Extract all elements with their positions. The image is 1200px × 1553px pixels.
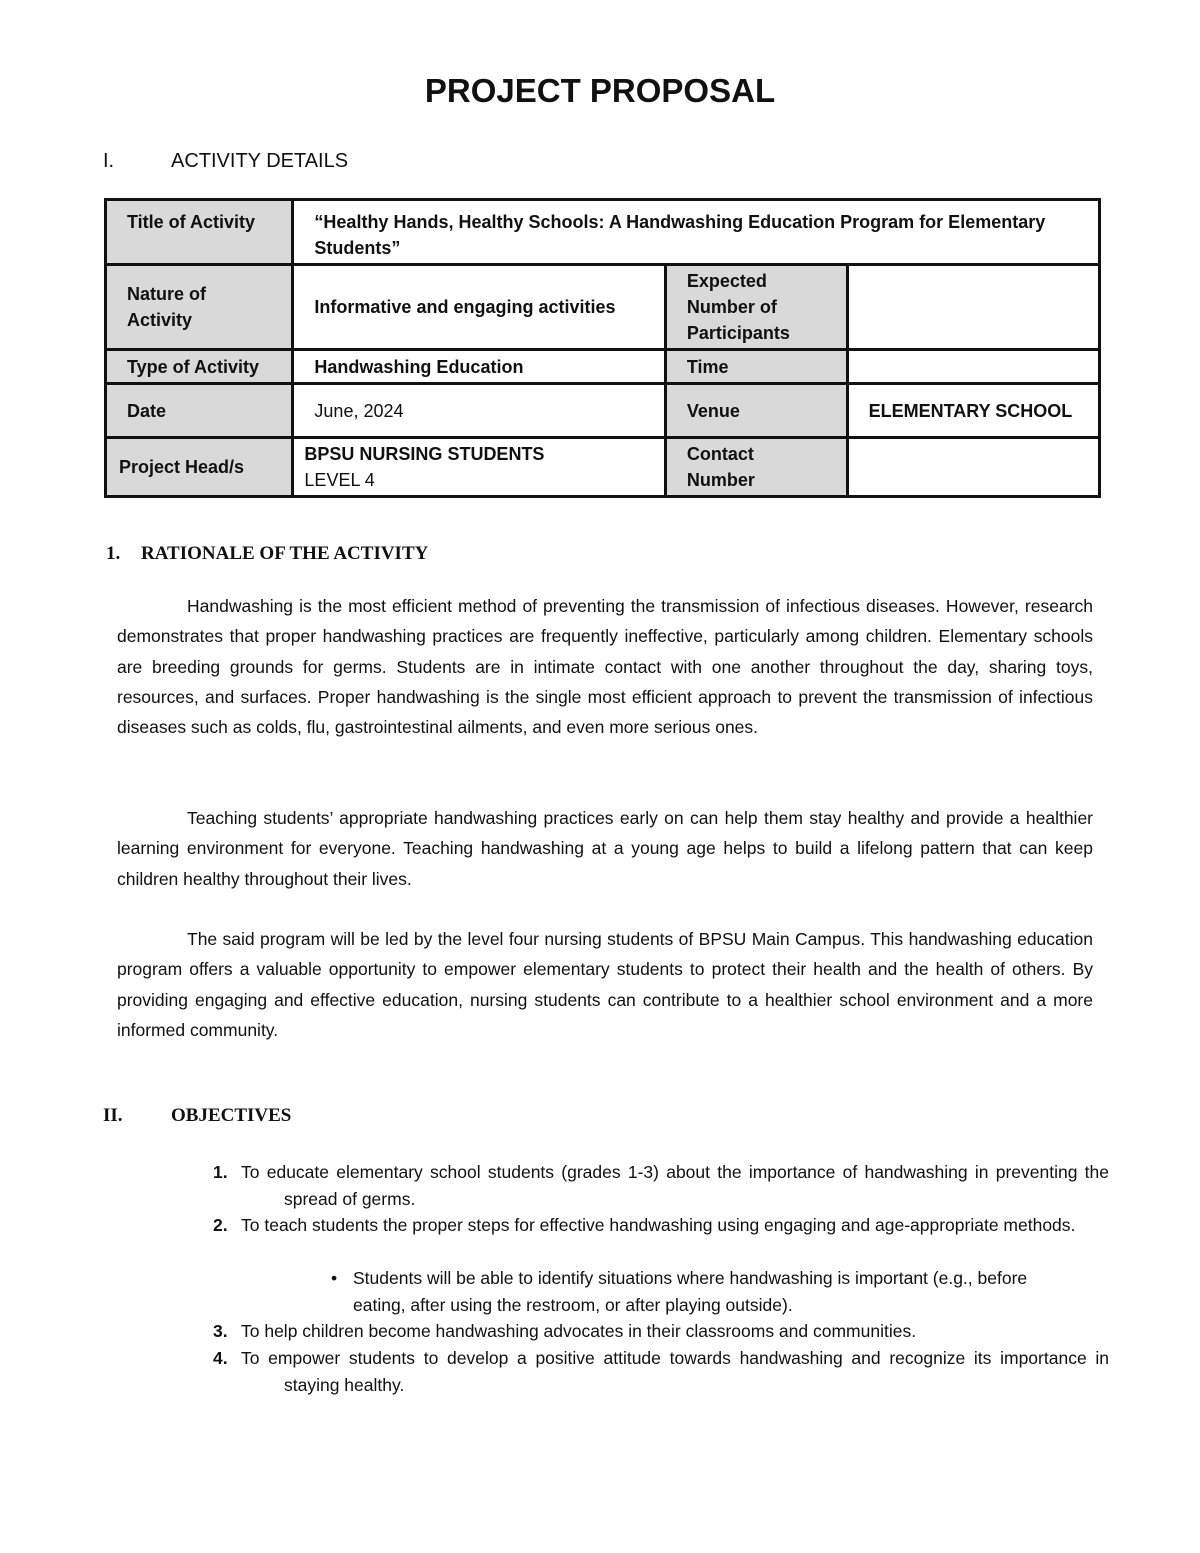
venue-label: Venue — [665, 384, 847, 438]
page-title: PROJECT PROPOSAL — [424, 72, 776, 109]
section-heading-activity-details: ACTIVITY DETAILS — [171, 150, 349, 172]
date-label: Date — [106, 384, 293, 438]
time-value — [847, 350, 1099, 384]
rationale-paragraph-3: The said program will be led by the level four nursing students of BPSU Main Campus. This handwashing education program offers a valuable opportunity to empower elementary students to protect their health and the health of others. By providing engaging and effective education, nursing students can contribute to a healthier school environment and a more informed community. — [117, 929, 1093, 1040]
rationale-paragraph-2: Teaching students’ appropriate handwashing practices early on can help them stay healthy and provide a healthier learning environment for everyone. Teaching handwashing at a young age helps to build a lifelong pattern that can keep children healthy throughout their lives. — [117, 808, 1093, 889]
time-label: Time — [665, 350, 847, 384]
bullet-icon: • — [331, 1268, 338, 1288]
contact-value — [847, 438, 1099, 497]
activity-details-table — [104, 198, 1101, 498]
venue-value: ELEMENTARY SCHOOL — [847, 384, 1099, 438]
objectives-heading: OBJECTIVES — [171, 1105, 292, 1126]
rationale-number: 1. — [106, 543, 121, 564]
objectives-number: II. — [103, 1105, 123, 1126]
section-number: I. — [103, 150, 115, 172]
project-head-line-1: BPSU NURSING STUDENTS — [304, 444, 545, 464]
rationale-heading: RATIONALE OF THE ACTIVITY — [141, 543, 429, 564]
document-page: PROJECT PROPOSAL I. ACTIVITY DETAILS Title of Activity “Healthy Hands, Healthy Schools: A Handwashing Education Program for Elementary Students” Nature of Activity Informative and engaging activities Expected Number of Participants Type of Activity Handwashing Education Time Date June, 2024 Venue ELEMENTARY SCHOOL Project Head/s BPSU NURSING STUDENTS LEVEL 4 Contact Number 1. RATIONALE OF THE ACTIVITY Handwashing is the most efficient method of preventing the transmission of infectious diseases. However, research demonstrates that proper handwashing practices are frequently ineffective, particularly among children. Elementary schools are breeding grounds for germs. Students are in intimate contact with one another throughout the day, sharing toys, resources, and surfaces. Proper handwashing is the single most efficient approach to prevent the transmission of infectious diseases such as colds, flu, gastrointestinal ailments, and even more serious ones. Teaching students’ appropriate handwashing practices early on can help them stay healthy and provide a healthier learning environment for everyone. Teaching handwashing at a young age helps to build a lifelong pattern that can keep children healthy throughout their lives. The said program will be led by the level four nursing students of BPSU Main Campus. This handwashing education program offers a valuable opportunity to empower elementary students to protect their health and the health of others. By providing engaging and effective education, nursing students can contribute to a healthier school environment and a more informed community. II. OBJECTIVES 1. To educate elementary school students (grades 1-3) about the importance of handwashing in preventing the spread of germs. 2. To teach students the proper steps for effective handwashing using engaging and age-appropriate methods. • Students will be able to identify situations where handwashing is important (e.g., before eating, after using the restroom, or after playing outside). 3. To help children become handwashing advocates in their classrooms and communities. 4. To empower students to develop a positive attitude towards handwashing and recognize its importance in staying healthy. — [0, 0, 1200, 1553]
date-value: June, 2024 — [293, 384, 665, 438]
participants-value — [847, 265, 1099, 350]
rationale-paragraph-1: Handwashing is the most efficient method of preventing the transmission of infectious diseases. However, research demonstrates that proper handwashing practices are frequently ineffective, particularly among children. Elementary schools are breeding grounds for germs. Students are in intimate contact with one another throughout the day, sharing toys, resources, and surfaces. Proper handwashing is the single most efficient approach to prevent the transmission of infectious diseases such as colds, flu, gastrointestinal ailments, and even more serious ones. — [117, 596, 1093, 738]
project-head-label: Project Head/s — [106, 438, 293, 497]
project-head-value — [293, 438, 665, 497]
type-label: Type of Activity — [106, 350, 293, 384]
title-label: Title of Activity — [106, 200, 293, 265]
project-head-line-2: LEVEL 4 — [304, 470, 375, 490]
type-value: Handwashing Education — [293, 350, 665, 384]
participants-label: Expected Number of Participants — [665, 265, 847, 350]
title-value: “Healthy Hands, Healthy Schools: A Handwashing Education Program for Elementary Students” — [293, 200, 1100, 265]
nature-label: Nature of Activity — [106, 265, 293, 350]
nature-value: Informative and engaging activities — [293, 265, 665, 350]
contact-label: Contact Number — [665, 438, 847, 497]
